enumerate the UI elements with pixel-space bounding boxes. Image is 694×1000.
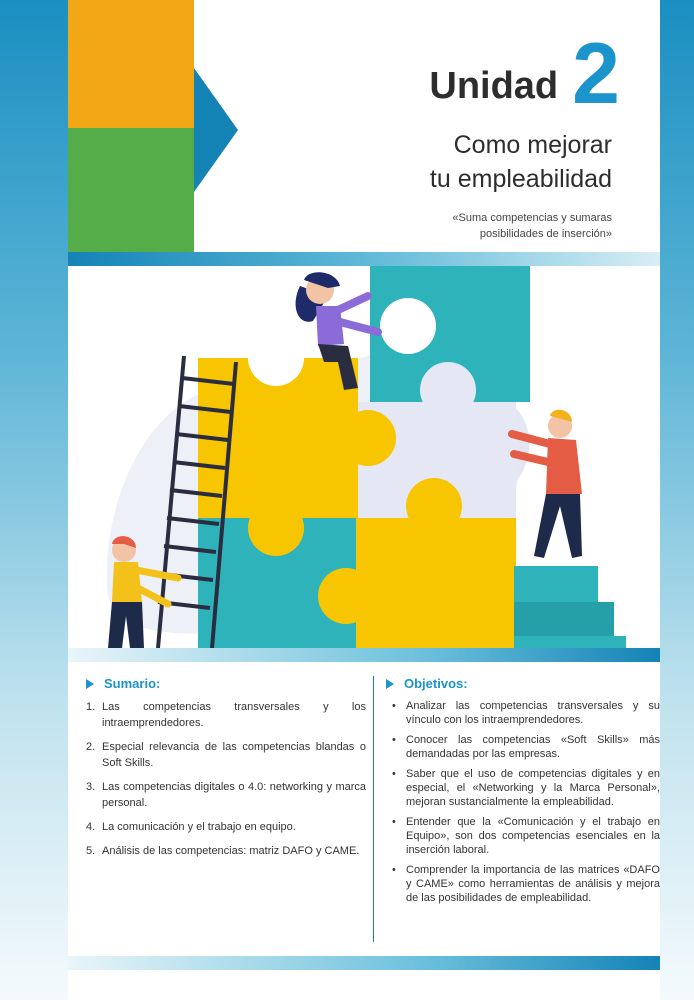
unit-number: 2 (572, 26, 620, 122)
tagline-quote (452, 210, 612, 242)
objetivos-list (386, 699, 660, 905)
objetivos-heading (386, 676, 660, 691)
stairs-icon (514, 566, 626, 648)
puzzle-illustration (68, 266, 660, 650)
quote-line-1: «Suma competencias y sumaras (452, 212, 612, 224)
sumario-heading-text: Sumario: (104, 676, 161, 691)
bullet-icon: • (392, 700, 396, 712)
list-item: 2. Especial relevancia de las competencias blandas o Soft Skills. (86, 741, 366, 769)
right-gradient-margin (660, 0, 694, 1000)
objetivos-section (386, 676, 660, 911)
list-item: • Entender que la «Comunicación y el trabajo en Equipo», son dos competencias esenciales en la inserción laboral. (386, 815, 660, 857)
bullet-icon: • (392, 734, 396, 746)
title-line-1: Como mejorar (453, 131, 612, 159)
list-item: • Analizar las competencias transversales y su vínculo con los intraemprendedores. (386, 699, 660, 727)
list-item: 5. Análisis de las competencias: matriz DAFO y CAME. (86, 845, 360, 857)
arrow-icon (194, 68, 238, 192)
green-color-block (68, 128, 194, 252)
sumario-heading (86, 676, 366, 691)
list-item: 3. Las competencias digitales o 4.0: networking y marca personal. (86, 781, 366, 809)
title-line-2: tu empleabilidad (429, 165, 612, 193)
column-divider (373, 676, 374, 942)
sumario-section (86, 676, 366, 867)
objetivos-heading-text: Objetivos: (404, 676, 468, 691)
unit-word: Unidad (429, 65, 559, 107)
quote-line-2: posibilidades de inserción» (479, 228, 612, 240)
triangle-bullet-icon (386, 679, 394, 689)
unit-heading (429, 26, 620, 122)
triangle-bullet-icon (86, 679, 94, 689)
bullet-icon: • (392, 816, 396, 828)
orange-color-block (68, 0, 194, 128)
list-item: • Comprender la importancia de las matrices «DAFO y CAME» como herramientas de análisis y mejora de las posibilidades de empleabilidad. (386, 863, 660, 905)
list-item: 1. Las competencias transversales y los intraemprendedores. (86, 701, 366, 729)
list-item: • Conocer las competencias «Soft Skills» más demandadas por las empresas. (386, 733, 660, 761)
bullet-icon: • (392, 864, 396, 876)
top-band (68, 252, 660, 266)
bottom-band (68, 956, 660, 970)
list-item: 4. La comunicación y el trabajo en equipo. (86, 821, 296, 833)
page-title (430, 128, 612, 196)
middle-band (68, 648, 660, 662)
bullet-icon: • (392, 768, 396, 780)
sumario-list (86, 699, 366, 859)
list-item: • Saber que el uso de competencias digitales y en especial, el «Networking y la Marca Personal», mejoran sustancialmente la empleabilidad. (386, 767, 660, 809)
left-gradient-margin (0, 0, 68, 1000)
